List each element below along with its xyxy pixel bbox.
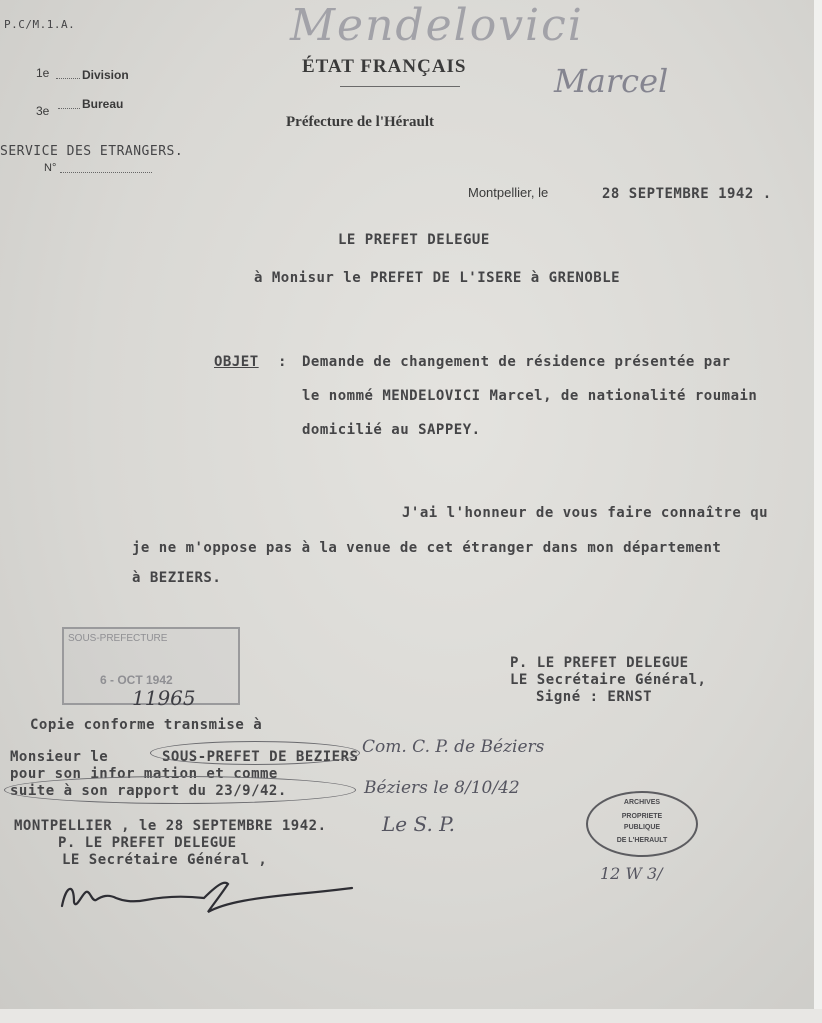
service-label: SERVICE DES ETRANGERS. <box>0 144 184 159</box>
stamp-line-1: SOUS-PREFECTURE <box>68 633 168 644</box>
handwritten-firstname: Marcel <box>554 62 669 100</box>
division-label: Division <box>82 68 129 82</box>
archives-stamp <box>586 791 698 857</box>
number-label: N° <box>44 162 57 174</box>
archive-reference: 12 W 3/ <box>600 864 663 883</box>
copy-line-5: MONTPELLIER , le 28 SEPTEMBRE 1942. <box>14 818 327 834</box>
handwritten-note-3: Le S. P. <box>382 812 455 836</box>
stamp-date: 6 - OCT 1942 <box>100 673 173 687</box>
copy-line-4: suite à son rapport du 23/9/42. <box>10 783 287 799</box>
body-line-1: J'ai l'honneur de vous faire connaître qu <box>402 505 769 521</box>
number-dotted-line <box>60 172 152 173</box>
object-line-3: domicilié au SAPPEY. <box>302 422 481 438</box>
division-dotted-line <box>56 78 80 79</box>
body-line-2: je ne m'oppose pas à la venue de cet étranger dans mon département <box>132 540 722 556</box>
copy-line-7: LE Secrétaire Général , <box>62 852 268 868</box>
bureau-dotted-line <box>58 108 80 109</box>
copy-line-2-target: SOUS-PREFET DE BEZIERS <box>162 749 359 765</box>
bureau-number: 3e <box>36 104 50 118</box>
handwritten-surname: Mendelovici <box>290 0 584 51</box>
object-line-2: le nommé MENDELOVICI Marcel, de nationalité roumain <box>302 388 758 404</box>
handwritten-signature <box>56 872 356 918</box>
bureau-label: Bureau <box>82 97 124 111</box>
sender-title: LE PREFET DELEGUE <box>338 232 490 248</box>
state-title: ÉTAT FRANÇAIS <box>302 56 467 77</box>
paper-edge <box>814 0 822 1023</box>
copy-line-1: Copie conforme transmise à <box>30 717 263 733</box>
paper-edge-bottom <box>0 1009 822 1023</box>
object-line-1: Demande de changement de résidence présentée par <box>302 354 731 370</box>
ink-circle-recipient <box>150 741 360 765</box>
letter-date: 28 SEPTEMBRE 1942 . <box>602 186 772 202</box>
signature-line-1: P. LE PREFET DELEGUE <box>510 655 689 671</box>
copy-line-3: pour son infor mation et comme <box>10 766 278 782</box>
prefecture-title: Préfecture de l'Hérault <box>286 114 434 130</box>
place-label: Montpellier, le <box>468 185 549 200</box>
stamp-number: 11965 <box>132 686 196 710</box>
object-separator: : <box>278 354 287 370</box>
division-number: 1e <box>36 66 50 80</box>
archives-line-3: PUBLIQUE <box>623 824 661 831</box>
archives-line-2: PROPRIETE <box>621 813 663 820</box>
copy-line-6: P. LE PREFET DELEGUE <box>58 835 237 851</box>
ink-circle-report <box>4 776 356 804</box>
signature-line-3: Signé : ERNST <box>536 689 653 705</box>
signature-line-2: LE Secrétaire Général, <box>510 672 707 688</box>
handwritten-note-2: Béziers le 8/10/42 <box>364 778 520 798</box>
recipient-line: à Monisur le PREFET DE L'ISERE à GRENOBLE <box>254 270 621 286</box>
archives-line-1: ARCHIVES <box>623 799 661 806</box>
archives-line-4: DE L'HERAULT <box>616 837 668 844</box>
object-label: OBJET <box>214 354 259 370</box>
body-line-3: à BEZIERS. <box>132 570 222 586</box>
title-rule <box>340 86 460 87</box>
reference-code: P.C/M.1.A. <box>4 18 76 31</box>
handwritten-note-1: Com. C. P. de Béziers <box>362 737 545 757</box>
copy-line-2-prefix: Monsieur le <box>10 749 109 765</box>
